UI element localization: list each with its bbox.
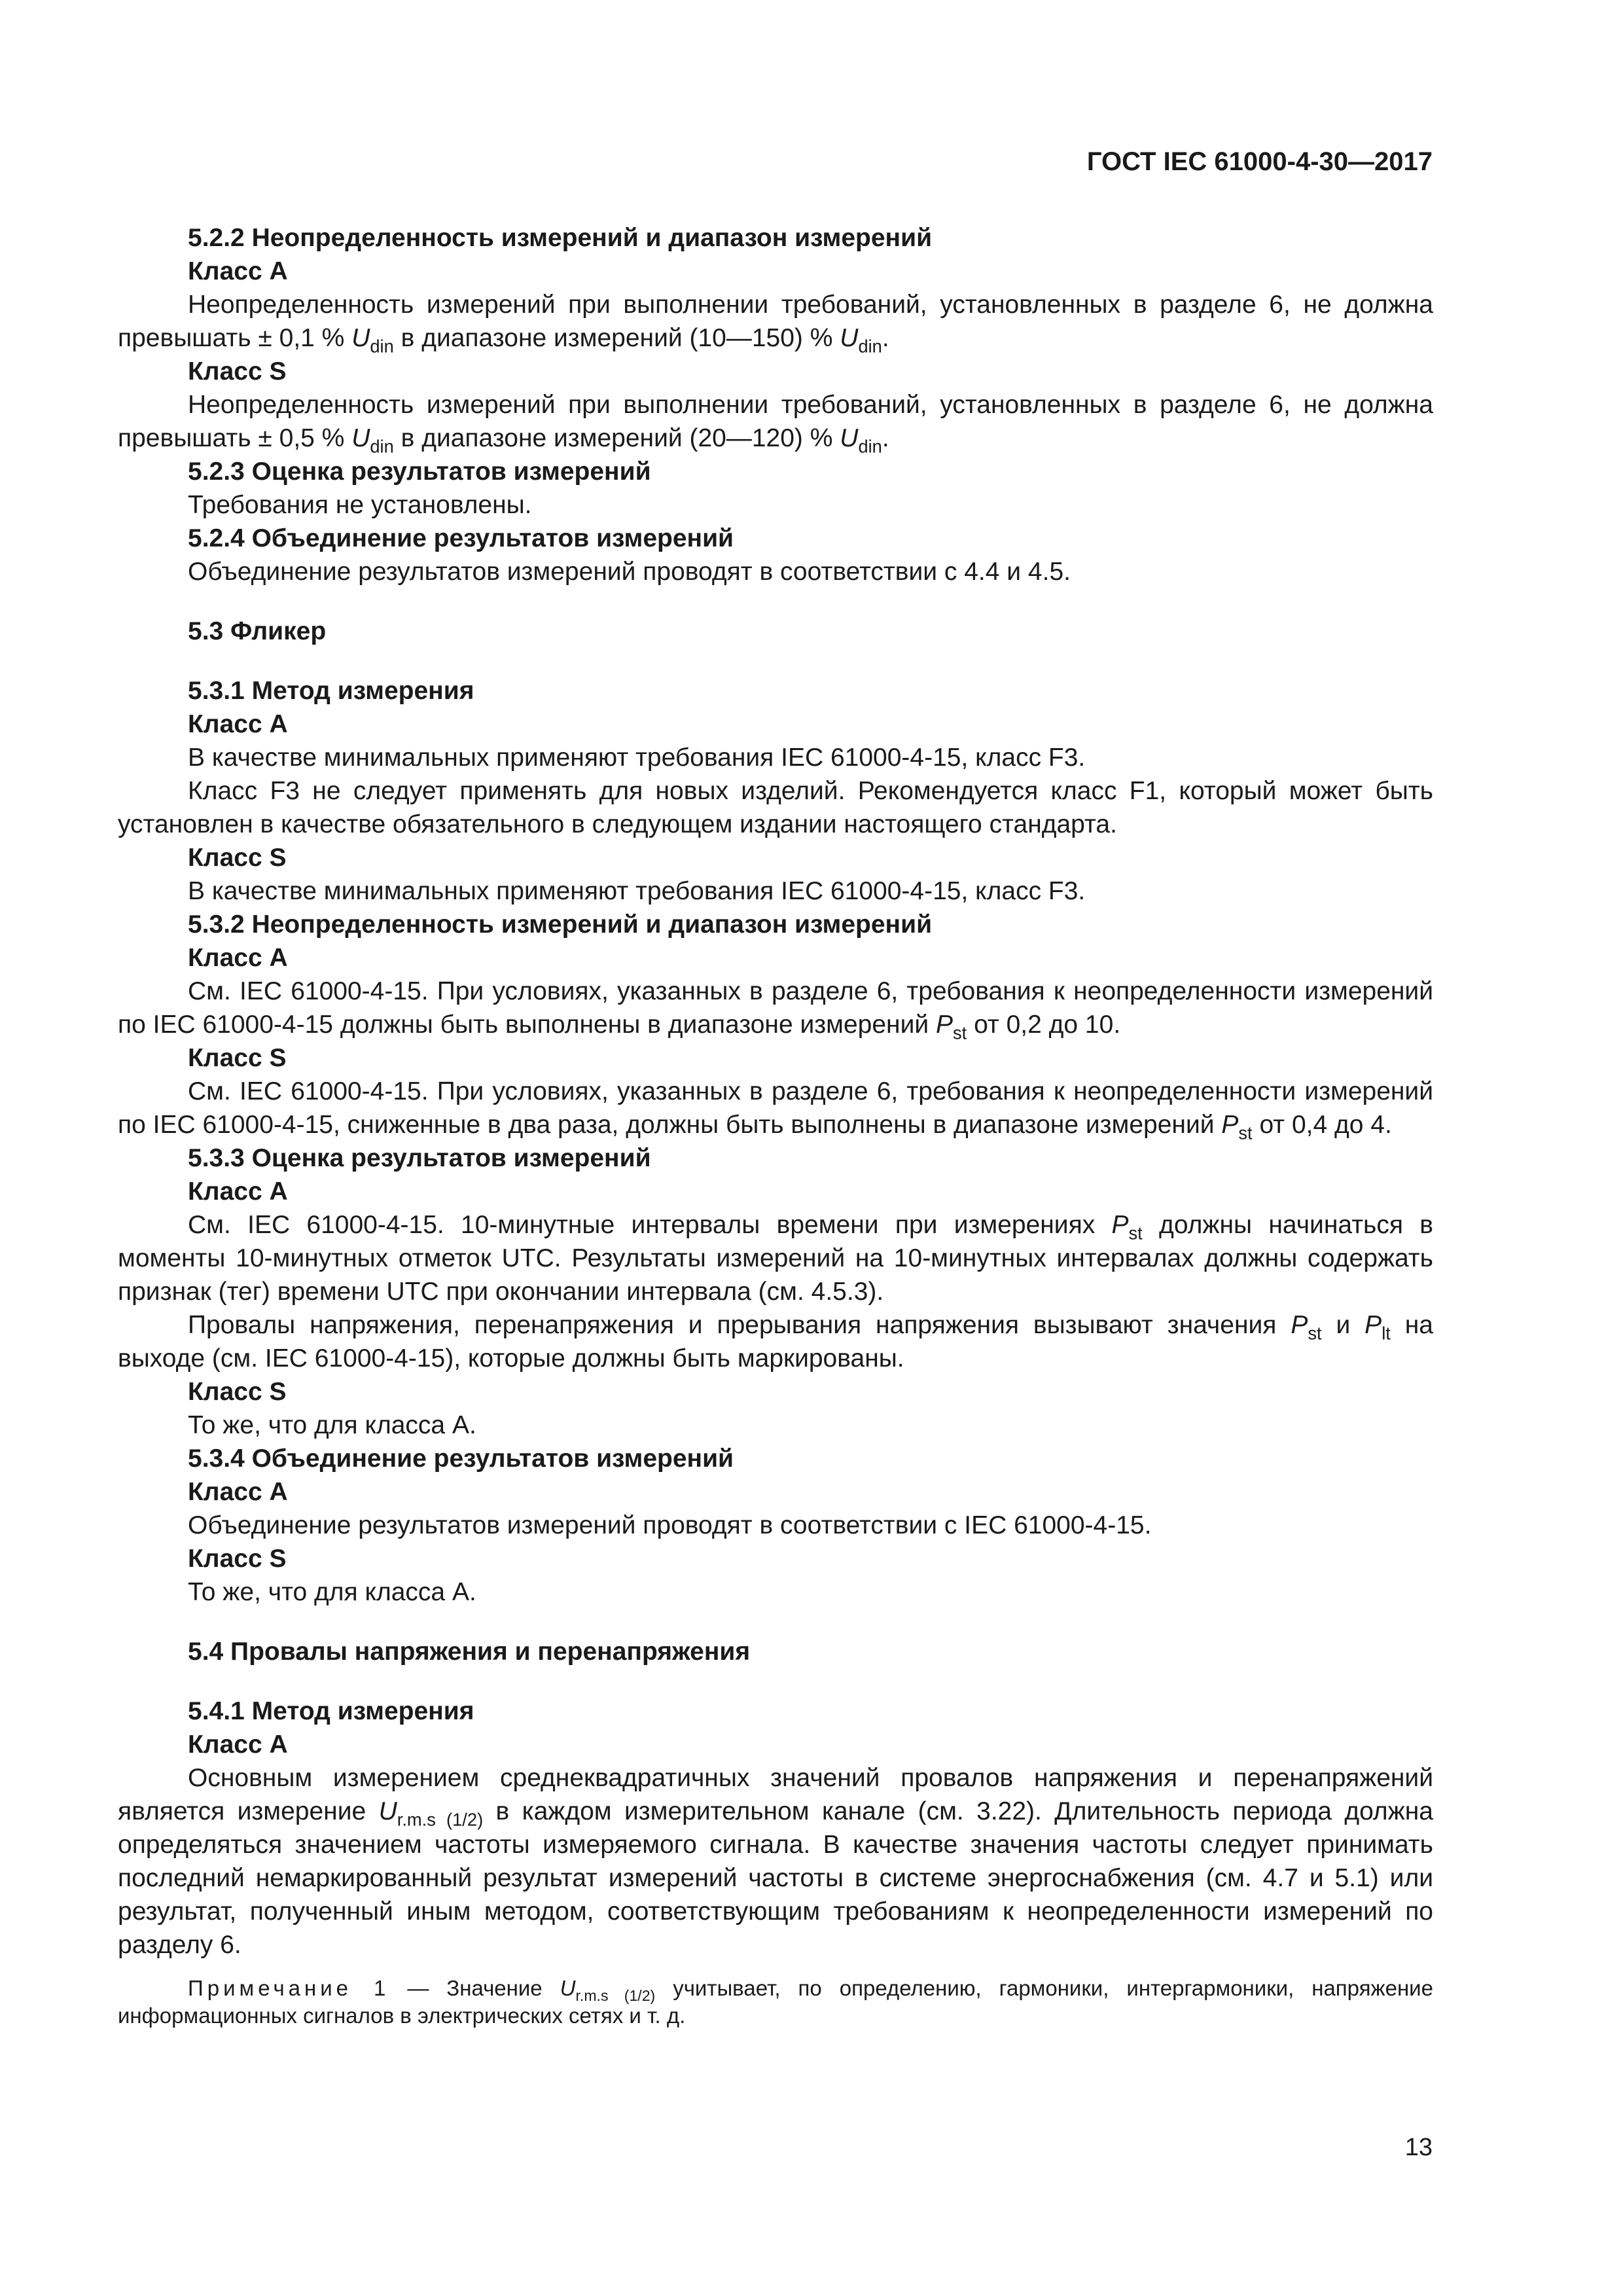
heading-5-4-1: 5.4.1 Метод измерения bbox=[188, 1697, 474, 1725]
paragraph: То же, что для класса A. bbox=[188, 1411, 476, 1439]
paragraph: Объединение результатов измерений проводят в соответствии с IEC 61000-4-15. bbox=[188, 1511, 1152, 1539]
note: Примечание 1 — Значение $U_{r.m.s (1/2)}$ учитывает, по определению, гармоники, интергармоники, напряжение информационных сигналов в электрических сетях и т. д. bbox=[118, 1976, 1433, 2028]
heading-5-2-3: 5.2.3 Оценка результатов измерений bbox=[188, 457, 651, 486]
heading-5-3-1: 5.3.1 Метод измерения bbox=[188, 677, 474, 705]
paragraph: См. IEC 61000-4-15. При условиях, указанных в разделе 6, требования к неопределенности измерений по IEC 61000-4-15 должны быть выполнены в диапазоне измерений $P_{st}$ от 0,2 до 10. bbox=[118, 977, 1433, 1043]
paragraph: То же, что для класса A. bbox=[188, 1578, 476, 1606]
heading-5-2-2: 5.2.2 Неопределенность измерений и диапазон измерений bbox=[188, 224, 933, 252]
paragraph: Основным измерением среднеквадратичных значений провалов напряжения и перенапряжений является измерение $U_{r.m.s (1/2)}$ в каждом измерительном канале (см. 3.22). Длительность периода должна определяться значением частоты измеряемого сигнала. В качестве значения частоты следует принимать последний немаркированный результат измерений частоты в системе энергоснабжения (см. 4.7 и 5.1) или результат, полученный иным методом, соответствующим требованиям к неопределенности измерений по разделу 6. bbox=[118, 1764, 1433, 1959]
paragraph: Неопределенность измерений при выполнении требований, установленных в разделе 6, не должна превышать ± 0,5 % $U_{din}$ в диапазоне измерений (20—120) % $U_{din}$. bbox=[118, 391, 1433, 457]
paragraph: Провалы напряжения, перенапряжения и прерывания напряжения вызывают значения $P_{st}$ и $P_{lt}$ на выходе (см. IEC 61000-4-15), которые должны быть маркированы. bbox=[118, 1311, 1433, 1372]
page-number: 13 bbox=[1404, 2134, 1433, 2161]
heading-5-3-3: 5.3.3 Оценка результатов измерений bbox=[188, 1144, 651, 1172]
class-s-label: Класс S bbox=[188, 357, 287, 386]
paragraph: См. IEC 61000-4-15. 10-минутные интервалы времени при измерениях $P_{st}$ должны начинаться в моменты 10-минутных отметок UTC. Результаты измерений на 10-минутных интервалах должны содержать признак (тег) времени UTC при окончании интервала (см. 4.5.3). bbox=[118, 1211, 1434, 1306]
class-s-label: Класс S bbox=[188, 844, 287, 872]
class-a-label: Класс A bbox=[188, 1177, 288, 1206]
class-a-label: Класс A bbox=[188, 257, 288, 285]
class-a-label: Класс A bbox=[188, 944, 288, 972]
class-a-label: Класс A bbox=[188, 1478, 288, 1506]
class-a-label: Класс A bbox=[188, 1731, 288, 1759]
paragraph: См. IEC 61000-4-15. При условиях, указанных в разделе 6, требования к неопределенности измерений по IEC 61000-4-15, сниженные в два раза, должны быть выполнены в диапазоне измерений $P_{st}$ от 0,4 до 4. bbox=[118, 1077, 1433, 1143]
heading-5-3: 5.3 Фликер bbox=[188, 617, 327, 645]
standard-designation: ГОСТ IEC 61000-4-30—2017 bbox=[1086, 147, 1433, 176]
page-content bbox=[118, 221, 1433, 2030]
heading-5-3-2: 5.3.2 Неопределенность измерений и диапазон измерений bbox=[188, 910, 933, 939]
paragraph: Объединение результатов измерений проводят в соответствии с 4.4 и 4.5. bbox=[188, 558, 1071, 586]
class-s-label: Класс S bbox=[188, 1044, 287, 1072]
paragraph: В качестве минимальных применяют требования IEC 61000-4-15, класс F3. bbox=[188, 877, 1086, 905]
heading-5-2-4: 5.2.4 Объединение результатов измерений bbox=[188, 524, 734, 552]
paragraph: Требования не установлены. bbox=[188, 491, 532, 519]
class-s-label: Класс S bbox=[188, 1378, 287, 1406]
class-a-label: Класс A bbox=[188, 710, 288, 738]
heading-5-4: 5.4 Провалы напряжения и перенапряжения bbox=[188, 1638, 751, 1666]
note-label: Примечание 1 bbox=[188, 1976, 390, 2000]
paragraph: В качестве минимальных применяют требования IEC 61000-4-15, класс F3. bbox=[188, 744, 1086, 772]
paragraph: Неопределенность измерений при выполнении требований, установленных в разделе 6, не должна превышать ± 0,1 % $U_{din}$ в диапазоне измерений (10—150) % $U_{din}$. bbox=[118, 291, 1433, 357]
heading-5-3-4: 5.3.4 Объединение результатов измерений bbox=[188, 1444, 734, 1473]
paragraph: Класс F3 не следует применять для новых изделий. Рекомендуется класс F1, который может быть установлен в качестве обязательного в следующем издании настоящего стандарта. bbox=[118, 777, 1434, 838]
class-s-label: Класс S bbox=[188, 1545, 287, 1573]
